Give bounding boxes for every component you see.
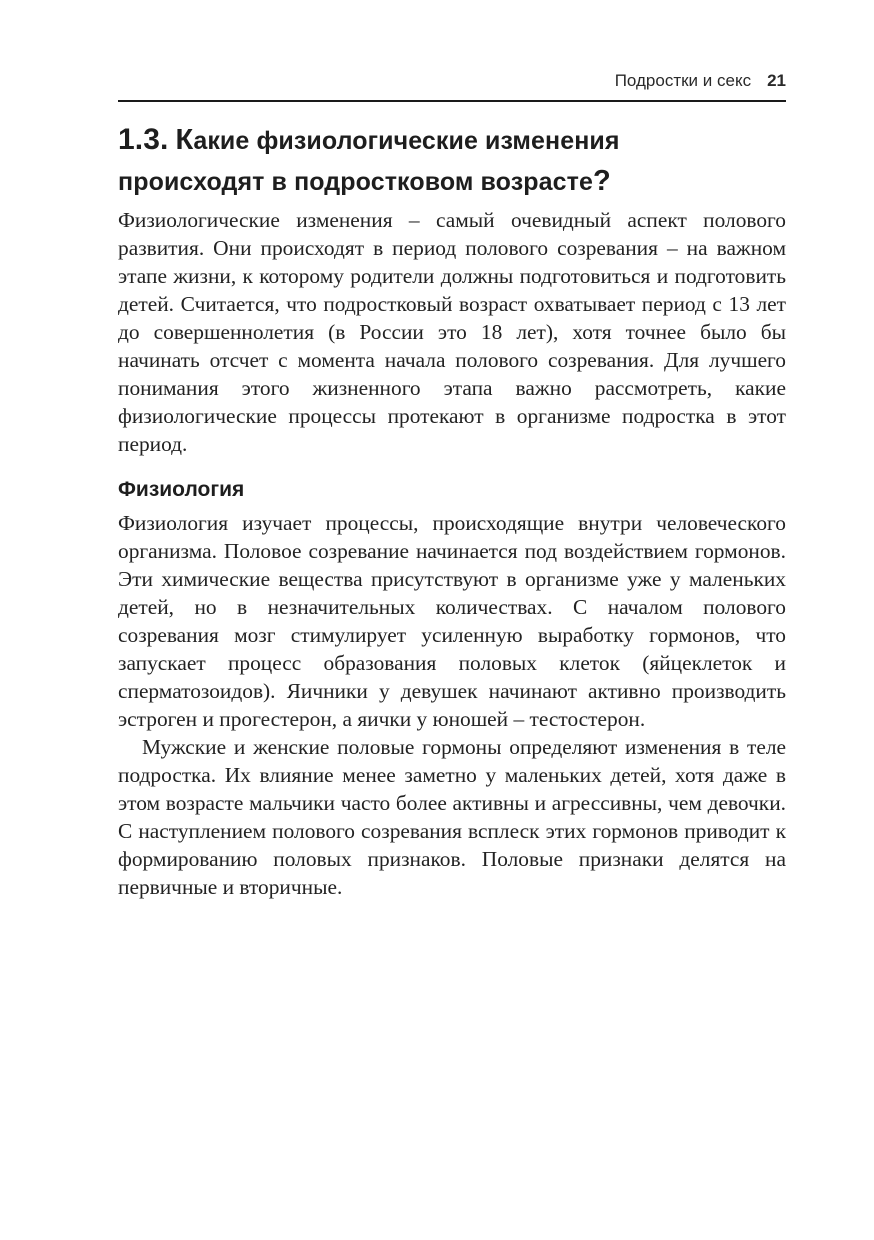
section-number: 1.3. bbox=[118, 123, 169, 156]
body-paragraph-2: Мужские и женские половые гормоны определяют изменения в теле подростка. Их влияние менее заметно у маленьких детей, хотя даже в этом возрасте мальчики часто более активны и агрессивны, чем девочки. С наступлением полового созревания всплеск этих гормонов приводит к формированию половых признаков. Половые признаки делятся на первичные и вторичные. bbox=[118, 735, 786, 899]
subsection-title: Физиология bbox=[118, 478, 245, 501]
section-title-initial: К bbox=[175, 124, 194, 156]
running-header bbox=[118, 70, 786, 102]
section-title-line-2: происходят в подростковом возрасте bbox=[118, 168, 593, 196]
body-paragraph-1: Физиология изучает процессы, происходящие внутри человеческого организма. Половое созревание начинается под воздействием гормонов. Эти химические вещества присутствуют в организме уже у маленьких детей, но в незначительных количествах. С началом полового созревания мозг стимулирует усиленную выработку гормонов, что запускает процесс образования половых клеток (яйцеклеток и сперматозоидов). Яичники у девушек начинают активно производить эстроген и прогестерон, а яички у юношей – тестостерон. bbox=[118, 511, 786, 731]
intro-paragraph: Физиологические изменения – самый очевидный аспект полового развития. Они происходят в период полового созревания – на важном этапе жизни, к которому родители должны подготовиться и подготовить детей. Считается, что подростковый возраст охватывает период с 13 лет до совершеннолетия (в России это 18 лет), хотя точнее было бы начинать отсчет с момента начала полового созревания. Для лучшего понимания этого жизненного этапа важно рассмотреть, какие физиологические процессы протекают в организме подростка в этот период. bbox=[118, 208, 786, 456]
section-title-question-mark: ? bbox=[592, 165, 611, 197]
section-title bbox=[118, 120, 786, 202]
running-title: Подростки и секс bbox=[614, 71, 752, 90]
book-page bbox=[118, 70, 786, 901]
section-title-line-1: акие физиологические изменения bbox=[193, 127, 620, 155]
page-number: 21 bbox=[767, 71, 786, 90]
